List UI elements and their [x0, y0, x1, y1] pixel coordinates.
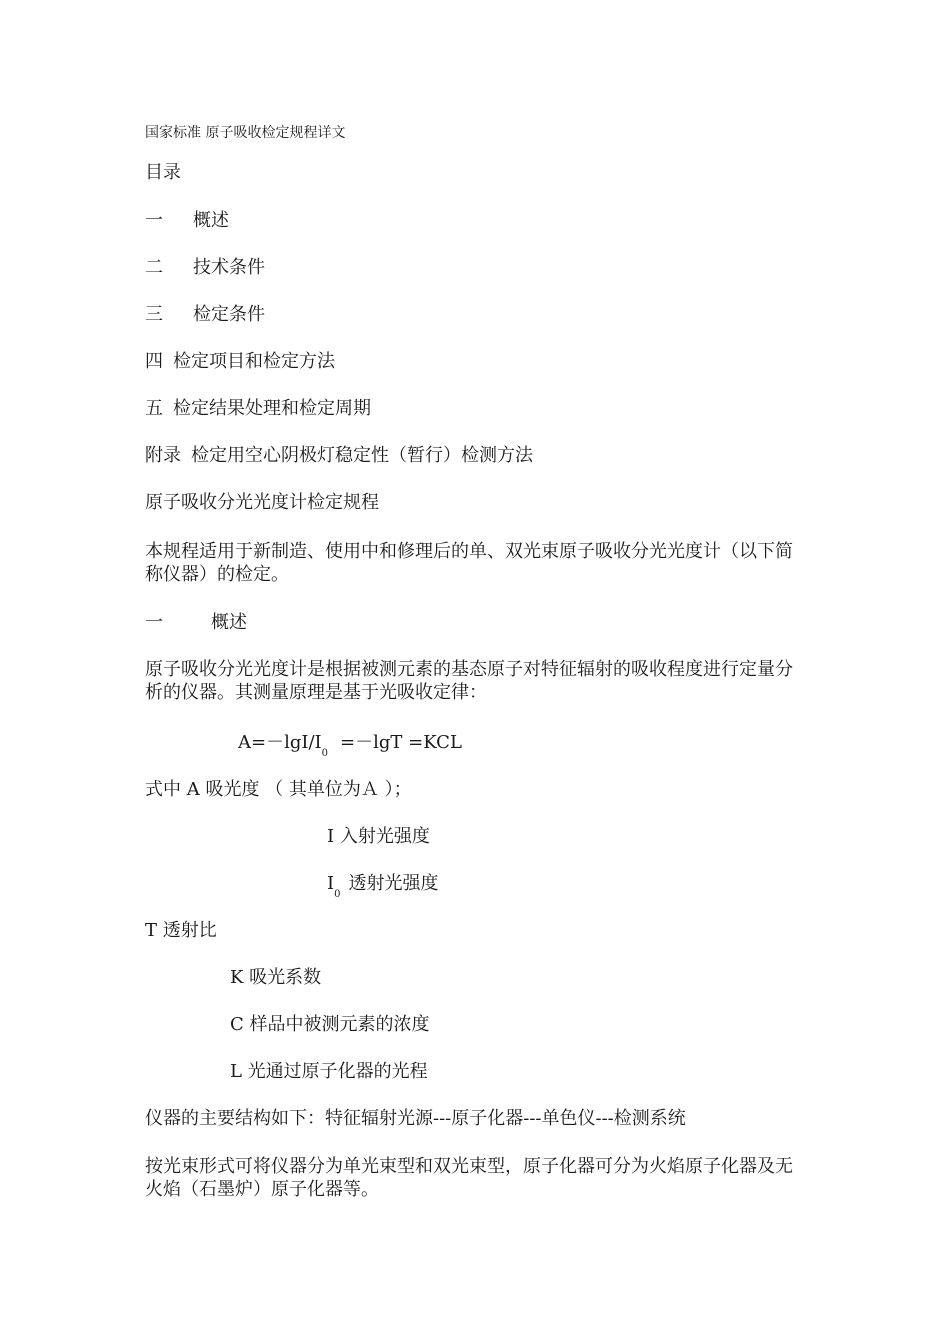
variable-definition: L 光通过原子化器的光程: [230, 1061, 428, 1082]
section-number: 一: [145, 612, 163, 633]
intro-paragraph: 原子吸收分光光度计是根据被测元素的基态原子对特征辐射的吸收程度进行定量分析的仪器。其测量原理是基于光吸收定律：: [145, 659, 793, 703]
formula-left: A=－lgI/I: [238, 732, 322, 753]
scope-paragraph: 本规程适用于新制造、使用中和修理后的单、双光束原子吸收分光光度计（以下简称仪器）的检定。: [145, 541, 793, 585]
toc-item-text: 检定条件: [193, 304, 265, 325]
toc-item: [145, 351, 335, 373]
variable-text: 透射光强度: [348, 873, 439, 894]
toc-item-text: 检定项目和检定方法: [173, 351, 335, 372]
toc-item-number: 三: [145, 304, 163, 325]
document-title: 国家标准 原子吸收检定规程详文: [145, 125, 346, 141]
toc-item: [145, 445, 533, 467]
toc-item-number: 二: [145, 257, 163, 278]
toc-item: [145, 304, 265, 326]
section-heading: [145, 612, 247, 634]
formula-right: =－lgT =KCL: [340, 732, 462, 753]
variable-definition: K 吸光系数: [230, 967, 322, 988]
variable-symbol: I: [327, 873, 335, 894]
main-title: 原子吸收分光光度计检定规程: [145, 492, 379, 513]
variable-definition: [327, 873, 439, 898]
structure-text: 仪器的主要结构如下：特征辐射光源---原子化器---单色仪---检测系统: [145, 1108, 686, 1129]
toc-item-text: 技术条件: [193, 257, 265, 278]
toc-item: [145, 210, 229, 232]
toc-item-number: 一: [145, 210, 163, 231]
toc-heading: 目录: [145, 162, 181, 183]
toc-item-text: 概述: [193, 210, 229, 231]
variable-definition: C 样品中被测元素的浓度: [230, 1014, 430, 1035]
section-title: 概述: [211, 612, 247, 633]
toc-item-number: 五: [145, 398, 163, 419]
toc-item-number: 四: [145, 351, 163, 372]
toc-item-number: 附录: [145, 445, 181, 466]
toc-item-text: 检定用空心阴极灯稳定性（暂行）检测方法: [191, 445, 533, 466]
variable-definition: T 透射比: [145, 920, 217, 941]
classification-paragraph: 按光束形式可将仪器分为单光束型和双光束型，原子化器可分为火焰原子化器及无火焰（石墨炉）原子化器等。: [145, 1156, 793, 1200]
toc-item-text: 检定结果处理和检定周期: [173, 398, 371, 419]
where-clause: 式中 A 吸光度 （ 其单位为Ａ ）；: [145, 779, 412, 800]
variable-definition: I 入射光强度: [327, 826, 430, 847]
formula-subscript: 0: [321, 748, 329, 759]
variable-subscript: 0: [334, 889, 341, 900]
toc-item: [145, 398, 371, 420]
absorbance-formula: [238, 732, 462, 757]
toc-item: [145, 257, 265, 279]
